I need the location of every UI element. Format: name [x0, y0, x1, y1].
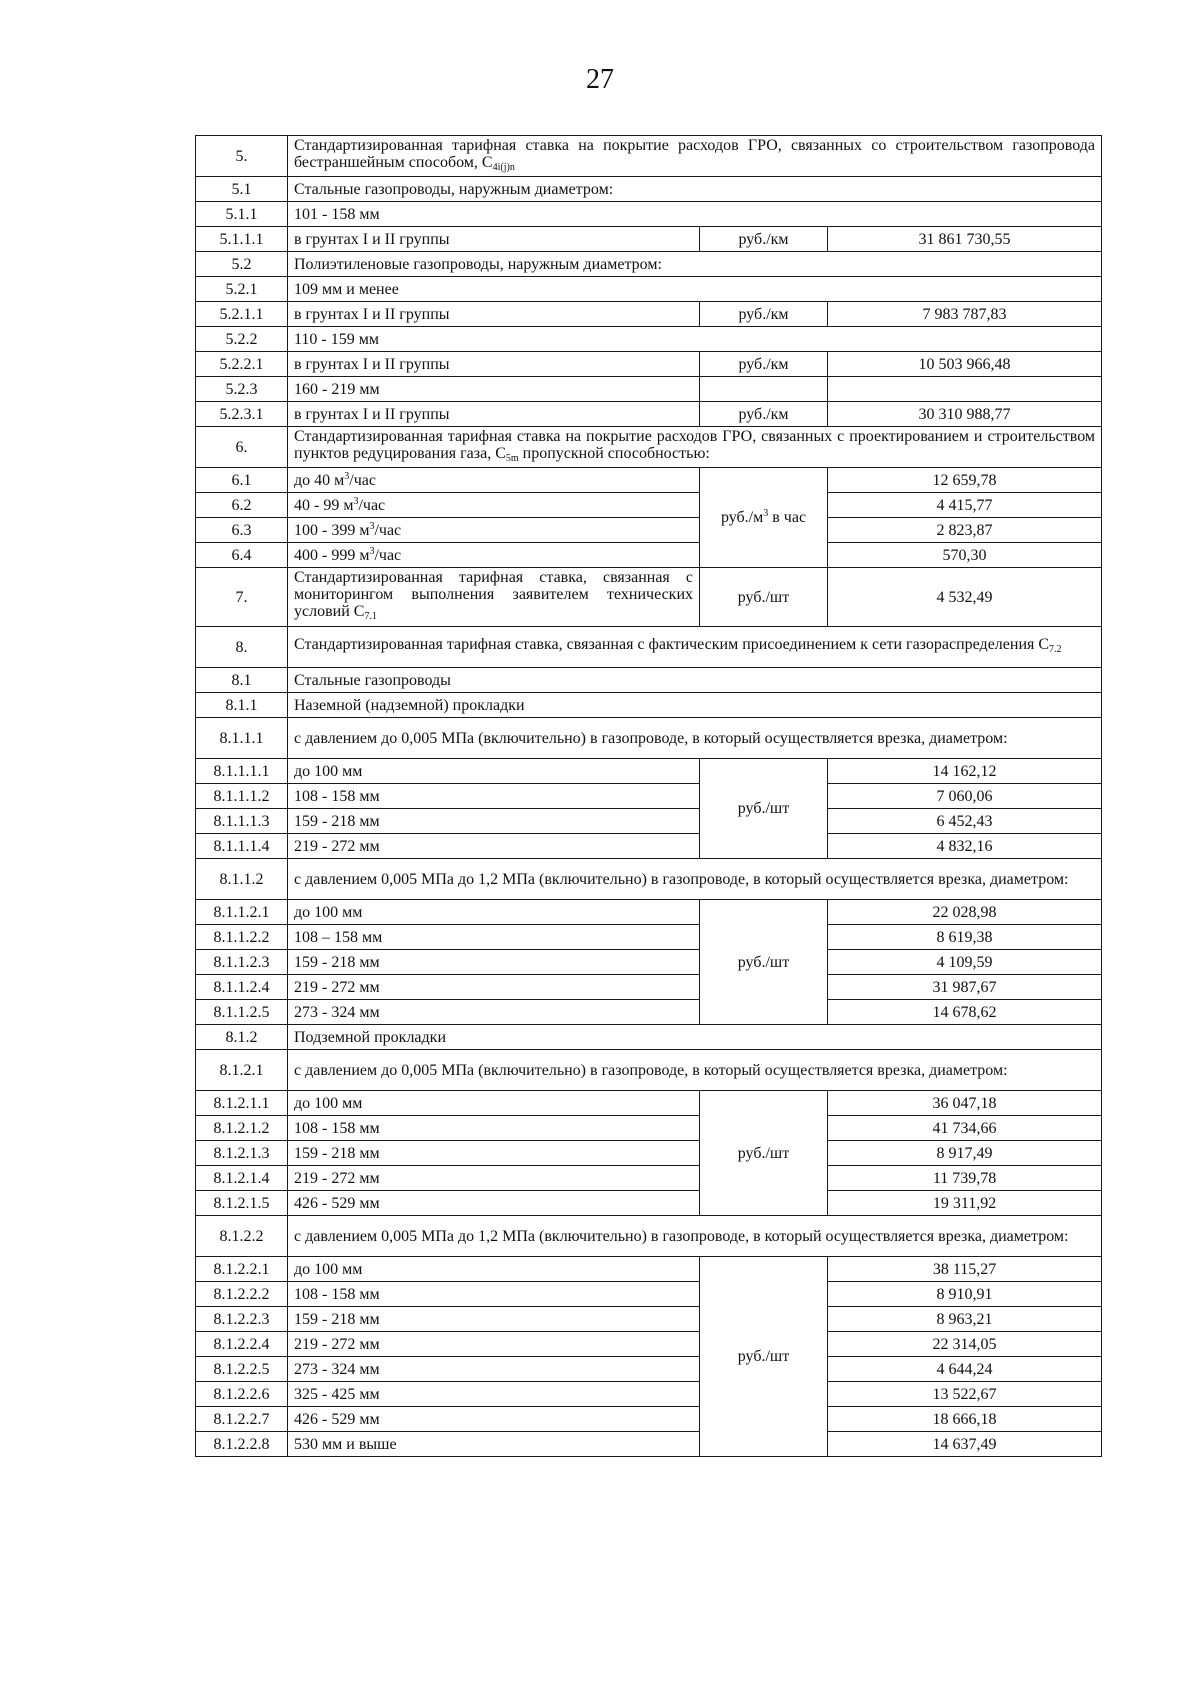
table-row — [196, 277, 1102, 302]
row-description: в грунтах I и II группы — [288, 302, 700, 327]
row-description: до 100 мм — [288, 1257, 700, 1282]
row-number: 6.1 — [196, 468, 288, 493]
table-row — [196, 1282, 1102, 1307]
row-number: 8.1.2.1.4 — [196, 1166, 288, 1191]
row-value: 4 415,77 — [828, 493, 1102, 518]
group-unit: $руб./м^3$ в час — [700, 468, 828, 568]
row-description: 273 - 324 мм — [288, 1357, 700, 1382]
row-number: 8.1 — [196, 668, 288, 693]
row-description: 159 - 218 мм — [288, 809, 700, 834]
row-unit: руб./км — [700, 402, 828, 427]
table-row — [196, 568, 1102, 627]
row-number: 8.1.2.2 — [196, 1216, 288, 1257]
row-value: 30 310 988,77 — [828, 402, 1102, 427]
row-description: 426 - 529 мм — [288, 1407, 700, 1432]
row-description: 273 - 324 мм — [288, 1000, 700, 1025]
row-number: 6.3 — [196, 518, 288, 543]
row-description: Подземной прокладки — [288, 1025, 1102, 1050]
table-row — [196, 1025, 1102, 1050]
row-number: 8.1.2.2.8 — [196, 1432, 288, 1457]
row-number: 8.1.1 — [196, 693, 288, 718]
row-description: 109 мм и менее — [288, 277, 1102, 302]
table-row — [196, 427, 1102, 468]
row-description: в грунтах I и II группы — [288, 352, 700, 377]
row-number: 8.1.2.2.3 — [196, 1307, 288, 1332]
row-value: 8 917,49 — [828, 1141, 1102, 1166]
row-value: 2 823,87 — [828, 518, 1102, 543]
row-number: 8.1.1.1.4 — [196, 834, 288, 859]
table-row — [196, 925, 1102, 950]
row-description: с давлением 0,005 МПа до 1,2 МПа (включительно) в газопроводе, в который осуществляется врезка, диаметром: — [288, 1216, 1102, 1257]
row-value: 31 987,67 — [828, 975, 1102, 1000]
row-number: 5.1.1 — [196, 202, 288, 227]
row-description: 108 - 158 мм — [288, 784, 700, 809]
row-description: 40 - 99 $м^3$/час — [288, 493, 700, 518]
row-description: 160 - 219 мм — [288, 377, 700, 402]
row-unit: руб./км — [700, 352, 828, 377]
row-value: 18 666,18 — [828, 1407, 1102, 1432]
row-description: 100 - 399 $м^3$/час — [288, 518, 700, 543]
table-row — [196, 668, 1102, 693]
table-row — [196, 759, 1102, 784]
table-row — [196, 402, 1102, 427]
row-unit: руб./шт — [700, 568, 828, 627]
row-number: 5.1.1.1 — [196, 227, 288, 252]
row-unit: руб./км — [700, 227, 828, 252]
row-number: 5.2.3.1 — [196, 402, 288, 427]
table-row — [196, 859, 1102, 900]
row-description: Стандартизированная тарифная ставка, связанная с мониторингом выполнения заявителем технических условий $С_{7.1}$ — [288, 568, 700, 627]
row-number: 5.2 — [196, 252, 288, 277]
row-number: 8.1.2.2.7 — [196, 1407, 288, 1432]
row-value: 19 311,92 — [828, 1191, 1102, 1216]
row-value: 22 314,05 — [828, 1332, 1102, 1357]
table-row — [196, 1091, 1102, 1116]
group-unit: руб./шт — [700, 759, 828, 859]
row-value: 12 659,78 — [828, 468, 1102, 493]
table-row — [196, 518, 1102, 543]
row-number: 8.1.1.2 — [196, 859, 288, 900]
table-row — [196, 202, 1102, 227]
table-row — [196, 302, 1102, 327]
row-value: 13 522,67 — [828, 1382, 1102, 1407]
group-unit: руб./шт — [700, 1257, 828, 1457]
table-row — [196, 784, 1102, 809]
table-row — [196, 1382, 1102, 1407]
row-value: 14 162,12 — [828, 759, 1102, 784]
table-row — [196, 900, 1102, 925]
table-row — [196, 1141, 1102, 1166]
table-row — [196, 718, 1102, 759]
row-unit-empty — [700, 377, 828, 402]
tariff-table — [195, 135, 1102, 1457]
row-number: 5.2.1 — [196, 277, 288, 302]
table-row — [196, 252, 1102, 277]
row-number: 8.1.1.2.4 — [196, 975, 288, 1000]
row-description: Стандартизированная тарифная ставка на покрытие расходов ГРО, связанных со строительством газопровода бестраншейным способом, $С_{4i(j)n}$ — [288, 136, 1102, 177]
row-description: 426 - 529 мм — [288, 1191, 700, 1216]
table-row — [196, 327, 1102, 352]
row-value: 36 047,18 — [828, 1091, 1102, 1116]
table-row — [196, 1257, 1102, 1282]
table-row — [196, 1166, 1102, 1191]
row-value: 7 060,06 — [828, 784, 1102, 809]
row-description: Стандартизированная тарифная ставка, связанная с фактическим присоединением к сети газораспределения $С_{7.2}$ — [288, 627, 1102, 668]
row-number: 8.1.1.1.3 — [196, 809, 288, 834]
row-number: 8.1.1.2.5 — [196, 1000, 288, 1025]
row-description: 101 - 158 мм — [288, 202, 1102, 227]
row-description: с давлением 0,005 МПа до 1,2 МПа (включительно) в газопроводе, в который осуществляется врезка, диаметром: — [288, 859, 1102, 900]
row-value: 11 739,78 — [828, 1166, 1102, 1191]
row-description: 159 - 218 мм — [288, 950, 700, 975]
row-unit: руб./км — [700, 302, 828, 327]
table-row — [196, 809, 1102, 834]
row-number: 8.1.2.2.6 — [196, 1382, 288, 1407]
table-row — [196, 1407, 1102, 1432]
row-value: 4 532,49 — [828, 568, 1102, 627]
row-number: 8.1.2.2.4 — [196, 1332, 288, 1357]
table-row — [196, 1357, 1102, 1382]
row-description: 219 - 272 мм — [288, 1332, 700, 1357]
row-value: 14 637,49 — [828, 1432, 1102, 1457]
table-row — [196, 1116, 1102, 1141]
table-row — [196, 177, 1102, 202]
row-number: 5.2.2 — [196, 327, 288, 352]
row-number: 8.1.2.1 — [196, 1050, 288, 1091]
row-description: 108 - 158 мм — [288, 1282, 700, 1307]
row-number: 7. — [196, 568, 288, 627]
row-number: 5. — [196, 136, 288, 177]
row-value: 14 678,62 — [828, 1000, 1102, 1025]
row-description: до 100 мм — [288, 759, 700, 784]
row-number: 8.1.2.2.5 — [196, 1357, 288, 1382]
row-description: Полиэтиленовые газопроводы, наружным диаметром: — [288, 252, 1102, 277]
row-value: 38 115,27 — [828, 1257, 1102, 1282]
table-row — [196, 1000, 1102, 1025]
row-description: 219 - 272 мм — [288, 1166, 700, 1191]
row-description: Стальные газопроводы, наружным диаметром: — [288, 177, 1102, 202]
row-value-empty — [828, 377, 1102, 402]
row-description: с давлением до 0,005 МПа (включительно) в газопроводе, в который осуществляется врезка, диаметром: — [288, 718, 1102, 759]
row-value: 8 963,21 — [828, 1307, 1102, 1332]
row-number: 5.2.3 — [196, 377, 288, 402]
row-description: 325 - 425 мм — [288, 1382, 700, 1407]
row-number: 8.1.1.1.1 — [196, 759, 288, 784]
row-number: 6. — [196, 427, 288, 468]
table-row — [196, 1191, 1102, 1216]
row-number: 6.4 — [196, 543, 288, 568]
table-row — [196, 352, 1102, 377]
row-number: 8.1.2.1.5 — [196, 1191, 288, 1216]
row-description: в грунтах I и II группы — [288, 402, 700, 427]
table-row — [196, 543, 1102, 568]
row-number: 8. — [196, 627, 288, 668]
table-row — [196, 834, 1102, 859]
row-value: 41 734,66 — [828, 1116, 1102, 1141]
row-description: Стальные газопроводы — [288, 668, 1102, 693]
row-value: 31 861 730,55 — [828, 227, 1102, 252]
row-number: 8.1.2.2.1 — [196, 1257, 288, 1282]
table-row — [196, 227, 1102, 252]
row-value: 4 109,59 — [828, 950, 1102, 975]
table-row — [196, 136, 1102, 177]
row-value: 22 028,98 — [828, 900, 1102, 925]
table-row — [196, 1216, 1102, 1257]
row-number: 8.1.2.2.2 — [196, 1282, 288, 1307]
row-value: 4 832,16 — [828, 834, 1102, 859]
row-description: до 100 мм — [288, 1091, 700, 1116]
row-description: до 100 мм — [288, 900, 700, 925]
table-row — [196, 377, 1102, 402]
row-description: 530 мм и выше — [288, 1432, 700, 1457]
group-unit: руб./шт — [700, 1091, 828, 1216]
row-number: 8.1.2.1.2 — [196, 1116, 288, 1141]
row-number: 8.1.2.1.1 — [196, 1091, 288, 1116]
table-row — [196, 975, 1102, 1000]
row-number: 8.1.1.2.1 — [196, 900, 288, 925]
group-unit: руб./шт — [700, 900, 828, 1025]
row-description: в грунтах I и II группы — [288, 227, 700, 252]
row-number: 8.1.1.2.3 — [196, 950, 288, 975]
row-number: 8.1.1.2.2 — [196, 925, 288, 950]
page-number: 27 — [586, 64, 614, 95]
row-description: Наземной (надземной) прокладки — [288, 693, 1102, 718]
row-value: 7 983 787,83 — [828, 302, 1102, 327]
row-description: 110 - 159 мм — [288, 327, 1102, 352]
row-value: 8 619,38 — [828, 925, 1102, 950]
row-description: 219 - 272 мм — [288, 975, 700, 1000]
table-row — [196, 1050, 1102, 1091]
table-row — [196, 1307, 1102, 1332]
row-value: 4 644,24 — [828, 1357, 1102, 1382]
row-description: с давлением до 0,005 МПа (включительно) в газопроводе, в который осуществляется врезка, диаметром: — [288, 1050, 1102, 1091]
row-description: 108 - 158 мм — [288, 1116, 700, 1141]
row-value: 8 910,91 — [828, 1282, 1102, 1307]
row-number: 8.1.2 — [196, 1025, 288, 1050]
table-row — [196, 1432, 1102, 1457]
row-description: 219 - 272 мм — [288, 834, 700, 859]
table-row — [196, 493, 1102, 518]
row-number: 8.1.1.1 — [196, 718, 288, 759]
row-value: 10 503 966,48 — [828, 352, 1102, 377]
row-number: 6.2 — [196, 493, 288, 518]
table-row — [196, 950, 1102, 975]
row-description: до 40 $м^3$/час — [288, 468, 700, 493]
row-description: 108 – 158 мм — [288, 925, 700, 950]
row-number: 5.2.1.1 — [196, 302, 288, 327]
row-number: 8.1.2.1.3 — [196, 1141, 288, 1166]
row-number: 8.1.1.1.2 — [196, 784, 288, 809]
table-row — [196, 1332, 1102, 1357]
row-number: 5.1 — [196, 177, 288, 202]
row-description: 159 - 218 мм — [288, 1307, 700, 1332]
table-row — [196, 468, 1102, 493]
row-value: 570,30 — [828, 543, 1102, 568]
row-description: 159 - 218 мм — [288, 1141, 700, 1166]
row-number: 5.2.2.1 — [196, 352, 288, 377]
row-description: Стандартизированная тарифная ставка на покрытие расходов ГРО, связанных с проектированием и строительством пунктов редуцирования газа, $С_{5m}$ пропускной способностью: — [288, 427, 1102, 468]
row-value: 6 452,43 — [828, 809, 1102, 834]
table-row — [196, 693, 1102, 718]
table-row — [196, 627, 1102, 668]
row-description: 400 - 999 $м^3$/час — [288, 543, 700, 568]
